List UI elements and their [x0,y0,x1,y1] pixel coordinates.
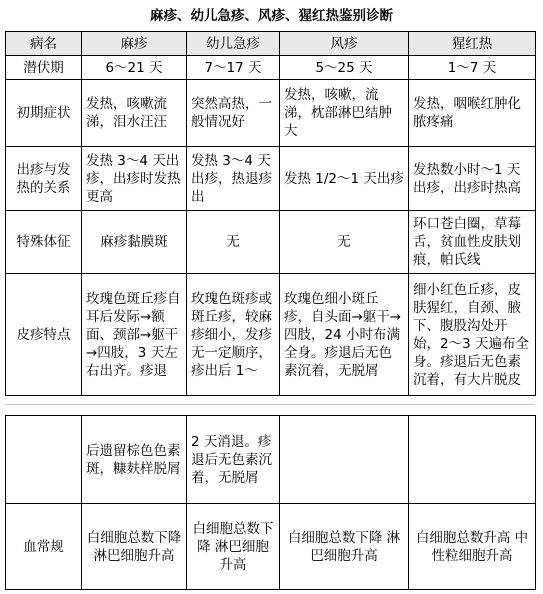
row-label: 出疹与发热的关系 [6,147,82,211]
table-cell [280,416,409,504]
table-row-special-signs [6,211,536,274]
table-cell [409,416,536,504]
table-cell: 发热，咳嗽，流涕，枕部淋巴结肿大 [280,80,409,147]
header-cell-scarlet-fever: 猩红热 [409,32,536,56]
table-cell: 白细胞总数下降 淋巴细胞升高 [82,504,187,590]
table-cell: 玫瑰色斑丘疹自耳后发际→额面、颈部→躯干→四肢，3 天左右出齐。疹退 [82,274,187,396]
table-row-blood-routine [6,504,536,590]
header-cell-rubella: 风疹 [280,32,409,56]
diagnosis-table [5,31,536,396]
table-cell: 1～7 天 [409,56,536,80]
table-cell: 发热，咳嗽流涕，泪水汪汪 [82,80,187,147]
header-cell-disease: 病名 [6,32,82,56]
table-cell: 玫瑰色细小斑丘疹，自头面→躯干→四肢，24 小时布满全身。疹退后无色素沉着，无脱屑 [280,274,409,396]
table-cell: 发热数小时～1 天出疹，出疹时热高 [409,147,536,211]
table-cell: 后遗留棕色色素斑，糠麸样脱屑 [82,416,187,504]
table-row-rash-fever-relation [6,147,536,211]
table-row-early-symptoms [6,80,536,147]
row-label-empty [6,416,82,504]
table-cell: 5～25 天 [280,56,409,80]
header-cell-measles: 麻疹 [82,32,187,56]
page-break-divider [5,404,535,405]
table-cell: 发热 3～4 天出疹，热退疹出 [187,147,280,211]
table-row-rash-features [6,274,536,396]
table-row-incubation [6,56,536,80]
table-cell: 2 天消退。疹退后无色素沉着，无脱屑 [187,416,280,504]
table-cell: 白细胞总数升高 中性粒细胞升高 [409,504,536,590]
diagnosis-table-continued [5,415,536,590]
row-label: 潜伏期 [6,56,82,80]
table-cell: 发热 3～4 天出疹，出疹时发热更高 [82,147,187,211]
table-cell: 7～17 天 [187,56,280,80]
page-title: 麻疹、幼儿急疹、风疹、猩红热鉴别诊断 [150,8,393,24]
table-cell: 无 [280,211,409,274]
table-cell: 6～21 天 [82,56,187,80]
header-row [6,32,536,56]
table-cell: 白细胞总数下降 淋巴细胞升高 [187,504,280,590]
table-cell: 麻疹黏膜斑 [82,211,187,274]
table-cell: 发热 1/2～1 天出疹 [280,147,409,211]
table-cell: 发热，咽喉红肿化脓疼痛 [409,80,536,147]
row-label: 特殊体征 [6,211,82,274]
row-label: 皮疹特点 [6,274,82,396]
table-cell: 突然高热，一般情况好 [187,80,280,147]
table-cell: 细小红色丘疹，皮肤猩红，自颈、腋下、腹股沟处开始，2～3 天遍布全身。疹退后无色素沉着，有大片脱皮 [409,274,536,396]
row-label: 血常规 [6,504,82,590]
table-cell: 环口苍白圈，草莓舌，贫血性皮肤划痕，帕氏线 [409,211,536,274]
table-cell: 白细胞总数下降 淋巴细胞升高 [280,504,409,590]
table-row-rash-features-continued [6,416,536,504]
header-cell-roseola: 幼儿急疹 [187,32,280,56]
row-label: 初期症状 [6,80,82,147]
table-cell: 玫瑰色斑疹或斑丘疹，较麻疹细小，发疹无一定顺序，疹出后 1～ [187,274,280,396]
table-cell: 无 [187,211,280,274]
